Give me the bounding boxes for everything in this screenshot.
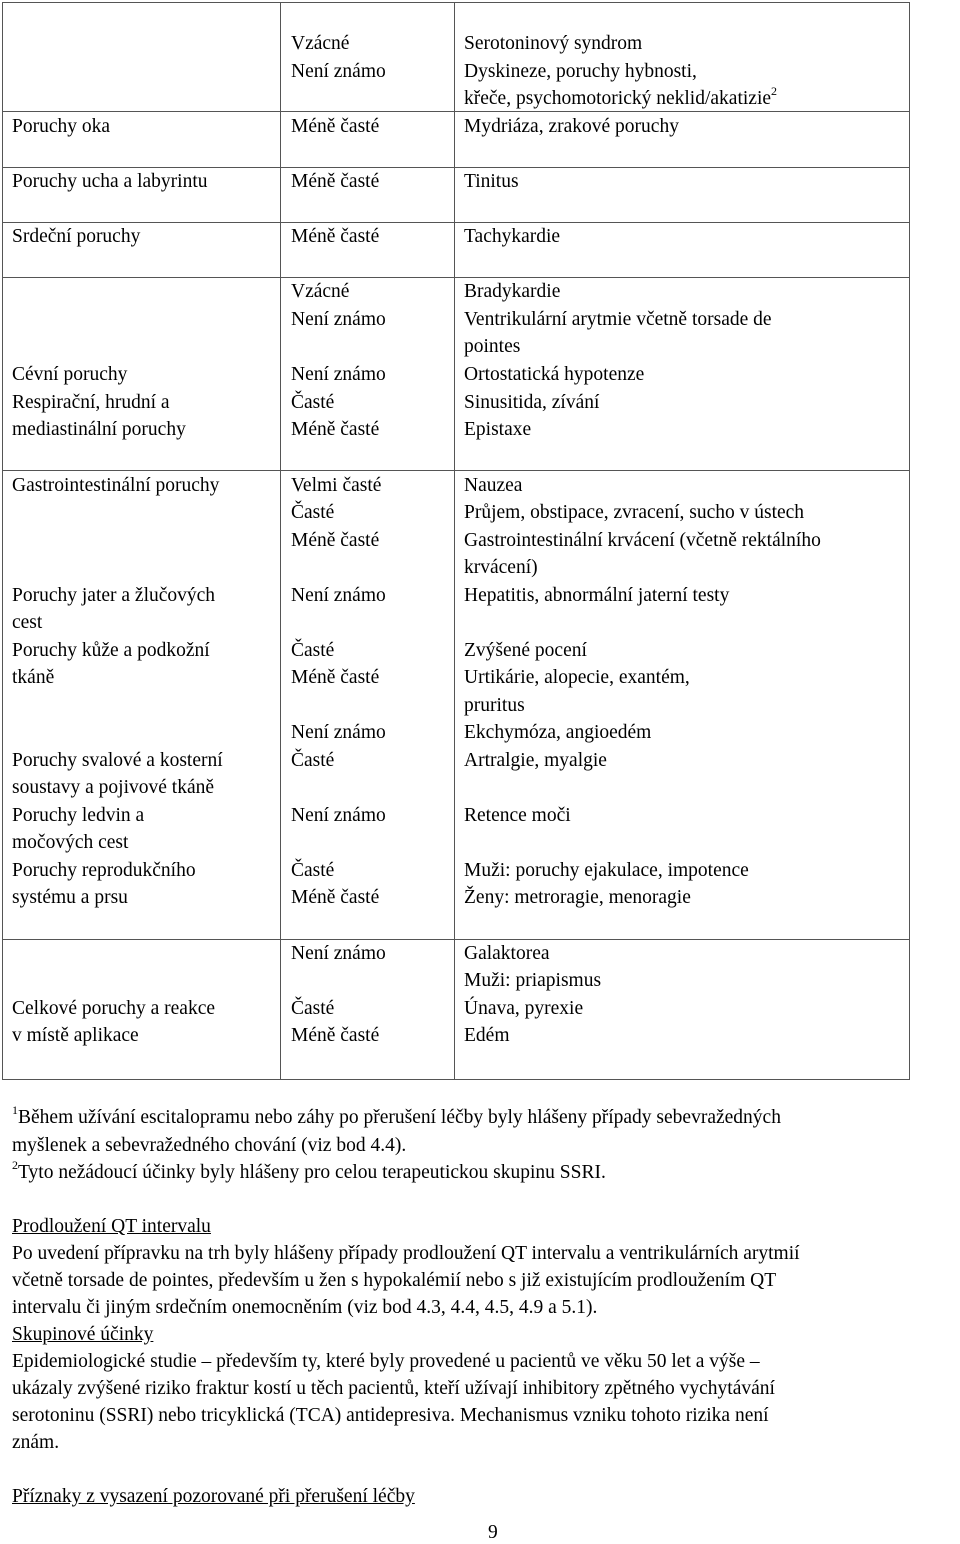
frequency-cell: Není známo [291,585,386,606]
paragraph-line: serotoninu (SSRI) nebo tricyklická (TCA) antidepresiva. Mechanismus vzniku tohoto rizika není [12,1405,769,1426]
effect-cell: Edém [464,1025,510,1046]
effect-cell: Serotoninový syndrom [464,33,643,54]
footnote-number: 1 [12,1102,18,1117]
organ-class-cell: Poruchy ucha a labyrintu [12,171,208,192]
effect-cell: Mydriáza, zrakové poruchy [464,116,679,137]
effect-cell: Únava, pyrexie [464,998,584,1019]
organ-class-cell: Poruchy oka [12,116,111,137]
footnote-number: 2 [12,1157,18,1172]
effect-cell: Hepatitis, abnormální jaterní testy [464,585,730,606]
organ-class-cell: Poruchy svalové a kosterní [12,750,223,771]
footnote-1: $^1$Během užívání escitalopramu nebo záhy po přerušení léčby byly hlášeny případy sebevražedných [12,1102,781,1128]
effect-cell: Ortostatická hypotenze [464,364,645,385]
effect-cell: Ventrikulární arytmie včetně torsade de [464,309,772,330]
frequency-cell: Velmi časté [291,475,382,496]
organ-class-cell: Gastrointestinální poruchy [12,475,220,496]
organ-class-cell: v místě aplikace [12,1025,139,1046]
frequency-cell: Není známo [291,61,386,82]
frequency-cell: Časté [291,998,335,1019]
frequency-cell: Časté [291,750,335,771]
frequency-cell: Vzácné [291,281,350,302]
column-divider [280,3,281,1079]
effect-cell: Muži: priapismus [464,970,602,991]
organ-class-cell: Celkové poruchy a reakce [12,998,216,1019]
paragraph-line: Po uvedení přípravku na trh byly hlášeny případy prodloužení QT intervalu a ventrikulárních arytmií [12,1243,800,1264]
frequency-cell: Méně časté [291,667,380,688]
frequency-cell: Méně časté [291,116,380,137]
organ-class-cell: močových cest [12,832,129,853]
frequency-cell: Časté [291,502,335,523]
frequency-cell: Časté [291,392,335,413]
effect-cell: Tinitus [464,171,519,192]
effect-cell: Urtikárie, alopecie, exantém, [464,667,690,688]
effect-cell: Retence moči [464,805,571,826]
frequency-cell: Není známo [291,722,386,743]
effect-cell: Nauzea [464,475,523,496]
effect-cell: Průjem, obstipace, zvracení, sucho v ústech [464,502,805,523]
effect-cell: pointes [464,336,521,357]
effect-cell: Ženy: metroragie, menoragie [464,887,691,908]
frequency-cell: Není známo [291,364,386,385]
frequency-cell: Méně časté [291,530,380,551]
section-heading: Příznaky z vysazení pozorované při přerušení léčby [12,1486,415,1507]
organ-class-cell: Poruchy jater a žlučových [12,585,216,606]
frequency-cell: Méně časté [291,1025,380,1046]
frequency-cell: Není známo [291,309,386,330]
footnote-2: $^2$Tyto nežádoucí účinky byly hlášeny pro celou terapeutickou skupinu SSRI. [12,1157,606,1183]
effect-cell: pruritus [464,695,525,716]
section-heading: Skupinové účinky [12,1324,154,1345]
row-divider [3,470,909,471]
organ-class-cell: cest [12,612,43,633]
paragraph-line: Epidemiologické studie – především ty, které byly provedené u pacientů ve věku 50 let a výše – [12,1351,760,1372]
frequency-cell: Méně časté [291,887,380,908]
effect-cell: krvácení) [464,557,538,578]
row-divider [3,222,909,223]
row-divider [3,111,909,112]
paragraph-line: včetně torsade de pointes, především u žen s hypokalémií nebo s již existujícím prodloužením QT [12,1270,777,1291]
effect-cell: Artralgie, myalgie [464,750,607,771]
paragraph-line: ukázaly zvýšené riziko fraktur kostí u těch pacientů, kteří užívají inhibitory zpětného vychytávání [12,1378,775,1399]
organ-class-cell: soustavy a pojivové tkáně [12,777,214,798]
organ-class-cell: mediastinální poruchy [12,419,186,440]
frequency-cell: Méně časté [291,226,380,247]
organ-class-cell: Cévní poruchy [12,364,128,385]
row-divider [3,167,909,168]
effect-cell: Dyskineze, poruchy hybnosti, [464,61,697,82]
organ-class-cell: Poruchy ledvin a [12,805,145,826]
frequency-cell: Vzácné [291,33,350,54]
row-divider [3,939,909,940]
effect-cell: Bradykardie [464,281,561,302]
organ-class-cell: Srdeční poruchy [12,226,141,247]
frequency-cell: Časté [291,640,335,661]
footnote-1-line-2: myšlenek a sebevražedného chování (viz bod 4.4). [12,1135,407,1156]
frequency-cell: Není známo [291,943,386,964]
effect-cell: Sinusitida, zívání [464,392,600,413]
frequency-cell: Časté [291,860,335,881]
frequency-cell: Není známo [291,805,386,826]
effect-cell: Zvýšené pocení [464,640,587,661]
frequency-cell: Méně časté [291,171,380,192]
effect-cell: Gastrointestinální krvácení (včetně rektálního [464,530,821,551]
row-divider [3,277,909,278]
paragraph-line: intervalu či jiným srdečním onemocněním (viz bod 4.3, 4.4, 4.5, 4.9 a 5.1). [12,1297,598,1318]
effect-cell: Galaktorea [464,943,550,964]
section-heading: Prodloužení QT intervalu [12,1216,211,1237]
effect-cell: Epistaxe [464,419,532,440]
organ-class-cell: Respirační, hrudní a [12,392,170,413]
effect-cell: křeče, psychomotorický neklid/akatizie$^2$ [464,83,778,109]
effect-cell: Tachykardie [464,226,561,247]
effect-cell: Ekchymóza, angioedém [464,722,652,743]
organ-class-cell: Poruchy kůže a podkožní [12,640,210,661]
effect-cell: Muži: poruchy ejakulace, impotence [464,860,749,881]
organ-class-cell: systému a prsu [12,887,128,908]
page-number: 9 [488,1522,498,1543]
footnote-ref: 2 [771,83,778,98]
organ-class-cell: Poruchy reprodukčního [12,860,196,881]
paragraph-line: znám. [12,1432,60,1453]
organ-class-cell: tkáně [12,667,55,688]
frequency-cell: Méně časté [291,419,380,440]
column-divider [454,3,455,1079]
